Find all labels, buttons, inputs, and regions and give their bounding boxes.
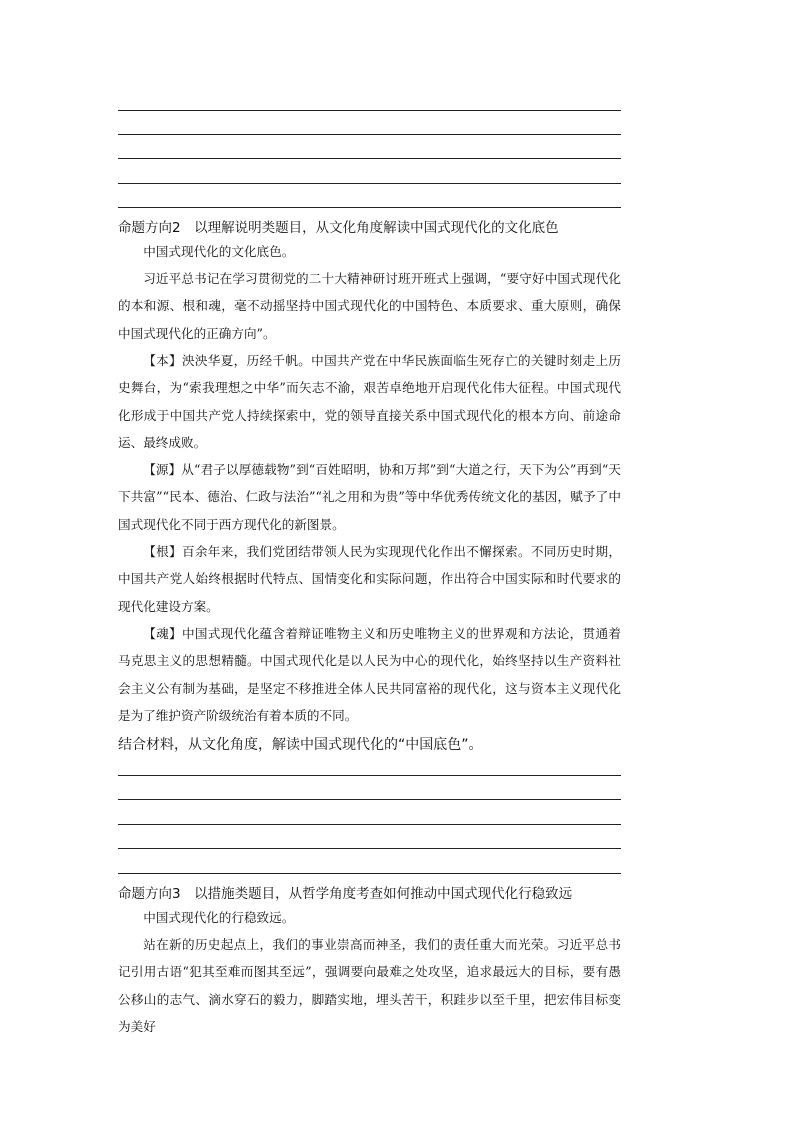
- answer-line[interactable]: [118, 848, 621, 849]
- answer-line[interactable]: [118, 158, 621, 159]
- paragraph-yuan: 【源】从“君子以厚德载物”到“百姓昭明，协和万邦”到“大道之行，天下为公”再到“天下共富”“民本、德治、仁政与法治”“礼之用和为贵”等中华优秀传统文化的基因，赋予了中国式现代化不同于西方现代化的新图景。: [118, 462, 621, 532]
- answer-line[interactable]: [118, 110, 621, 111]
- intro-paragraph: 站在新的历史起点上，我们的事业崇高而神圣，我们的责任重大而光荣。习近平总书记引用古语“犯其至难而图其至远”，强调要向最难之处攻坚，追求最远大的目标，要有愚公移山的志气、滴水穿石的毅力，脚踏实地，埋头苦干，积跬步以至千里，把宏伟目标变为美好: [118, 937, 621, 1034]
- paragraph-hun: 【魂】中国式现代化蕴含着辩证唯物主义和历史唯物主义的世界观和方法论，贯通着马克思主义的思想精髓。中国式现代化是以人民为中心的现代化，始终坚持以生产资料社会主义公有制为基础，是坚定不移推进全体人民共同富裕的现代化，这与资本主义现代化是为了维护资产阶级统治有着本质的不同。: [118, 626, 621, 723]
- answer-line[interactable]: [118, 134, 621, 135]
- answer-line[interactable]: [118, 207, 621, 208]
- topic-line: 中国式现代化的行稳致远。: [143, 910, 295, 925]
- question-prompt: 结合材料，从文化角度，解读中国式现代化的“中国底色”。: [118, 737, 483, 753]
- section-heading: 命题方向3 以措施类题目，从哲学角度考查如何推动中国式现代化行稳致远: [118, 886, 573, 902]
- answer-line[interactable]: [118, 873, 621, 874]
- answer-line[interactable]: [118, 775, 621, 776]
- section-heading: 命题方向2 以理解说明类题目，从文化角度解读中国式现代化的文化底色: [118, 220, 559, 236]
- answer-line[interactable]: [118, 799, 621, 800]
- paragraph-gen: 【根】百余年来，我们党团结带领人民为实现现代化作出不懈探索。不同历史时期，中国共产党人始终根据时代特点、国情变化和实际问题，作出符合中国实际和时代要求的现代化建设方案。: [118, 544, 621, 614]
- intro-paragraph: 习近平总书记在学习贯彻党的二十大精神研讨班开班式上强调，“要守好中国式现代化的本和源、根和魂，毫不动摇坚持中国式现代化的中国特色、本质要求、重大原则，确保中国式现代化的正确方向”。: [118, 271, 621, 341]
- answer-line[interactable]: [118, 824, 621, 825]
- topic-line: 中国式现代化的文化底色。: [143, 244, 295, 259]
- answer-line[interactable]: [118, 183, 621, 184]
- paragraph-ben: 【本】泱泱华夏，历经千帆。中国共产党在中华民族面临生死存亡的关键时刻走上历史舞台，为“索我理想之中华”而矢志不渝，艰苦卓绝地开启现代化伟大征程。中国式现代化形成于中国共产党人持续探索中，党的领导直接关系中国式现代化的根本方向、前途命运、最终成败。: [118, 353, 621, 450]
